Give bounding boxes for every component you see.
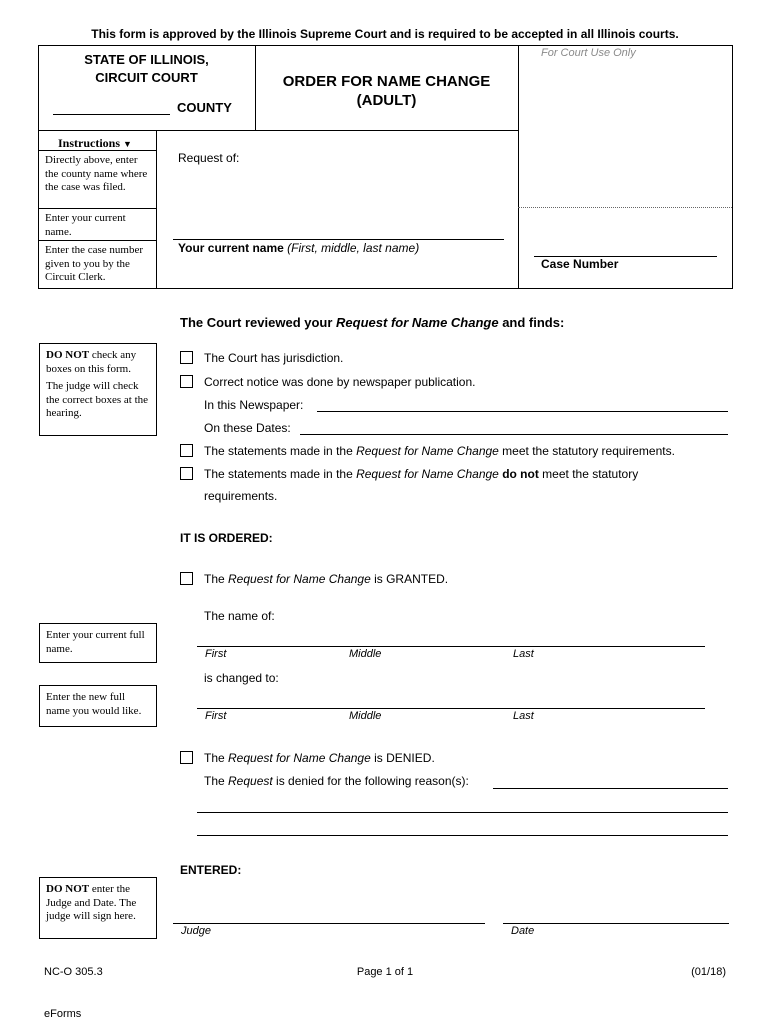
court-use-dotted-line	[518, 207, 732, 208]
notice-text: Correct notice was done by newspaper publication.	[204, 375, 476, 389]
request-of-label: Request of:	[178, 151, 240, 165]
do-not-check-note	[39, 343, 157, 436]
findings-intro-b: Request for Name Change	[336, 315, 499, 330]
approval-notice: This form is approved by the Illinois Supreme Court and is required to be accepted in all Illinois courts.	[91, 27, 679, 41]
caption-top-border	[38, 45, 733, 46]
instructions-heading-rule	[38, 150, 156, 151]
notmeet-a: The statements made in the	[204, 467, 357, 481]
granted-checkbox[interactable]	[180, 572, 193, 585]
judge-will-check-text: The judge will check the correct boxes at the hearing.	[46, 380, 149, 419]
denied-reason-input-line-1[interactable]	[493, 788, 728, 789]
page-number: Page 1 of 1	[356, 966, 414, 978]
county-label: COUNTY	[177, 100, 232, 115]
caption-right-border	[732, 45, 733, 289]
meets-requirements-checkbox[interactable]	[180, 444, 193, 457]
last-label-2: Last	[513, 710, 534, 722]
instructions-heading[interactable]	[58, 136, 132, 151]
reason-a: The	[204, 774, 229, 788]
findings-intro	[180, 315, 564, 330]
court-label: CIRCUIT COURT	[95, 70, 198, 85]
state-label: STATE OF ILLINOIS,	[84, 52, 209, 67]
date-line[interactable]	[503, 923, 729, 924]
it-is-ordered-heading: IT IS ORDERED:	[180, 531, 273, 545]
name-help-text: Enter your current name.	[45, 212, 126, 238]
judge-sign-emphasis: DO NOT	[46, 883, 90, 895]
form-version: (01/18)	[691, 966, 726, 978]
not-meet-requirements-checkbox[interactable]	[180, 467, 193, 480]
form-title: ORDER FOR NAME CHANGE	[282, 73, 491, 90]
caption-bottom-border	[38, 288, 733, 289]
notmeet-b: Request for Name Change	[356, 467, 499, 481]
newspaper-input-line[interactable]	[317, 411, 728, 412]
jurisdiction-text: The Court has jurisdiction.	[204, 351, 344, 365]
denied-checkbox[interactable]	[180, 751, 193, 764]
do-not-emphasis: DO NOT	[46, 349, 90, 361]
denied-a: The	[204, 751, 229, 765]
judge-label: Judge	[181, 925, 211, 937]
denied-reason-label	[204, 774, 469, 788]
judge-sign-text: enter the Judge and Date. The judge will sign here.	[46, 883, 137, 922]
current-name-hint: (First, middle, last name)	[287, 241, 420, 255]
form-subtitle: (ADULT)	[356, 92, 417, 109]
reason-b: Request	[228, 774, 273, 788]
eforms-label: eForms	[44, 1008, 82, 1020]
first-label-2: First	[205, 710, 227, 722]
findings-intro-c: and finds:	[498, 315, 565, 330]
notice-checkbox[interactable]	[180, 375, 193, 388]
granted-c: is GRANTED.	[370, 572, 449, 586]
granted-text	[204, 572, 448, 586]
findings-intro-a: The Court reviewed your	[180, 315, 337, 330]
dates-input-line[interactable]	[300, 434, 728, 435]
not-meet-requirements-text	[204, 467, 638, 481]
changed-to-label: is changed to:	[204, 671, 279, 685]
last-label: Last	[513, 648, 534, 660]
instructions-heading-text: Instructions	[58, 136, 121, 150]
new-full-help-text: Enter the new full name you would like.	[46, 691, 142, 717]
first-label: First	[205, 648, 227, 660]
instructions-rule-1	[38, 208, 156, 209]
new-full-name-input-line[interactable]	[197, 708, 705, 709]
denied-reason-input-line-2[interactable]	[197, 812, 728, 813]
current-full-help-text: Enter your current full name.	[46, 629, 145, 655]
meets-requirements-text	[204, 444, 675, 458]
instructions-rule-2	[38, 240, 156, 241]
notmeet-d: meet the statutory	[538, 467, 639, 481]
entered-heading: ENTERED:	[180, 863, 242, 877]
denied-reason-input-line-3[interactable]	[197, 835, 728, 836]
jurisdiction-checkbox[interactable]	[180, 351, 193, 364]
new-full-name-note	[39, 685, 157, 727]
county-input-line[interactable]	[53, 114, 170, 115]
middle-label: Middle	[349, 648, 382, 660]
granted-b: Request for Name Change	[228, 572, 371, 586]
reason-c: is denied for the following reason(s):	[272, 774, 469, 788]
caption-mid-border	[38, 130, 518, 131]
not-meet-requirements-text-2: requirements.	[204, 489, 278, 503]
denied-c: is DENIED.	[370, 751, 435, 765]
case-number-label: Case Number	[541, 257, 619, 271]
court-use-divider	[518, 45, 519, 289]
current-full-name-input-line[interactable]	[197, 646, 705, 647]
newspaper-label: In this Newspaper:	[204, 398, 304, 412]
current-name-label: Your current name	[178, 241, 284, 255]
judge-signature-line[interactable]	[173, 923, 485, 924]
do-not-check-text: check any boxes on this form.	[46, 349, 137, 375]
court-use-label: For Court Use Only	[541, 47, 636, 59]
judge-sign-note	[39, 877, 157, 939]
date-label: Date	[511, 925, 535, 937]
form-id: NC-O 305.3	[44, 966, 103, 978]
denied-text	[204, 751, 435, 765]
current-name-caption	[178, 241, 419, 255]
current-name-input-line[interactable]	[173, 239, 504, 240]
granted-a: The	[204, 572, 229, 586]
triangle-down-icon: ▼	[123, 139, 132, 149]
notmeet-c: do not	[502, 467, 539, 481]
case-help-text: Enter the case number given to you by the Circuit Clerk.	[45, 244, 144, 283]
meet-b: Request for Name Change	[356, 444, 499, 458]
instructions-divider	[156, 130, 157, 289]
county-help-text: Directly above, enter the county name where the case was filed.	[45, 154, 148, 193]
denied-b: Request for Name Change	[228, 751, 371, 765]
current-full-name-note	[39, 623, 157, 663]
dates-label: On these Dates:	[204, 421, 291, 435]
name-of-label: The name of:	[204, 609, 275, 623]
meet-c: meet the statutory requirements.	[498, 444, 675, 458]
middle-label-2: Middle	[349, 710, 382, 722]
meet-a: The statements made in the	[204, 444, 357, 458]
